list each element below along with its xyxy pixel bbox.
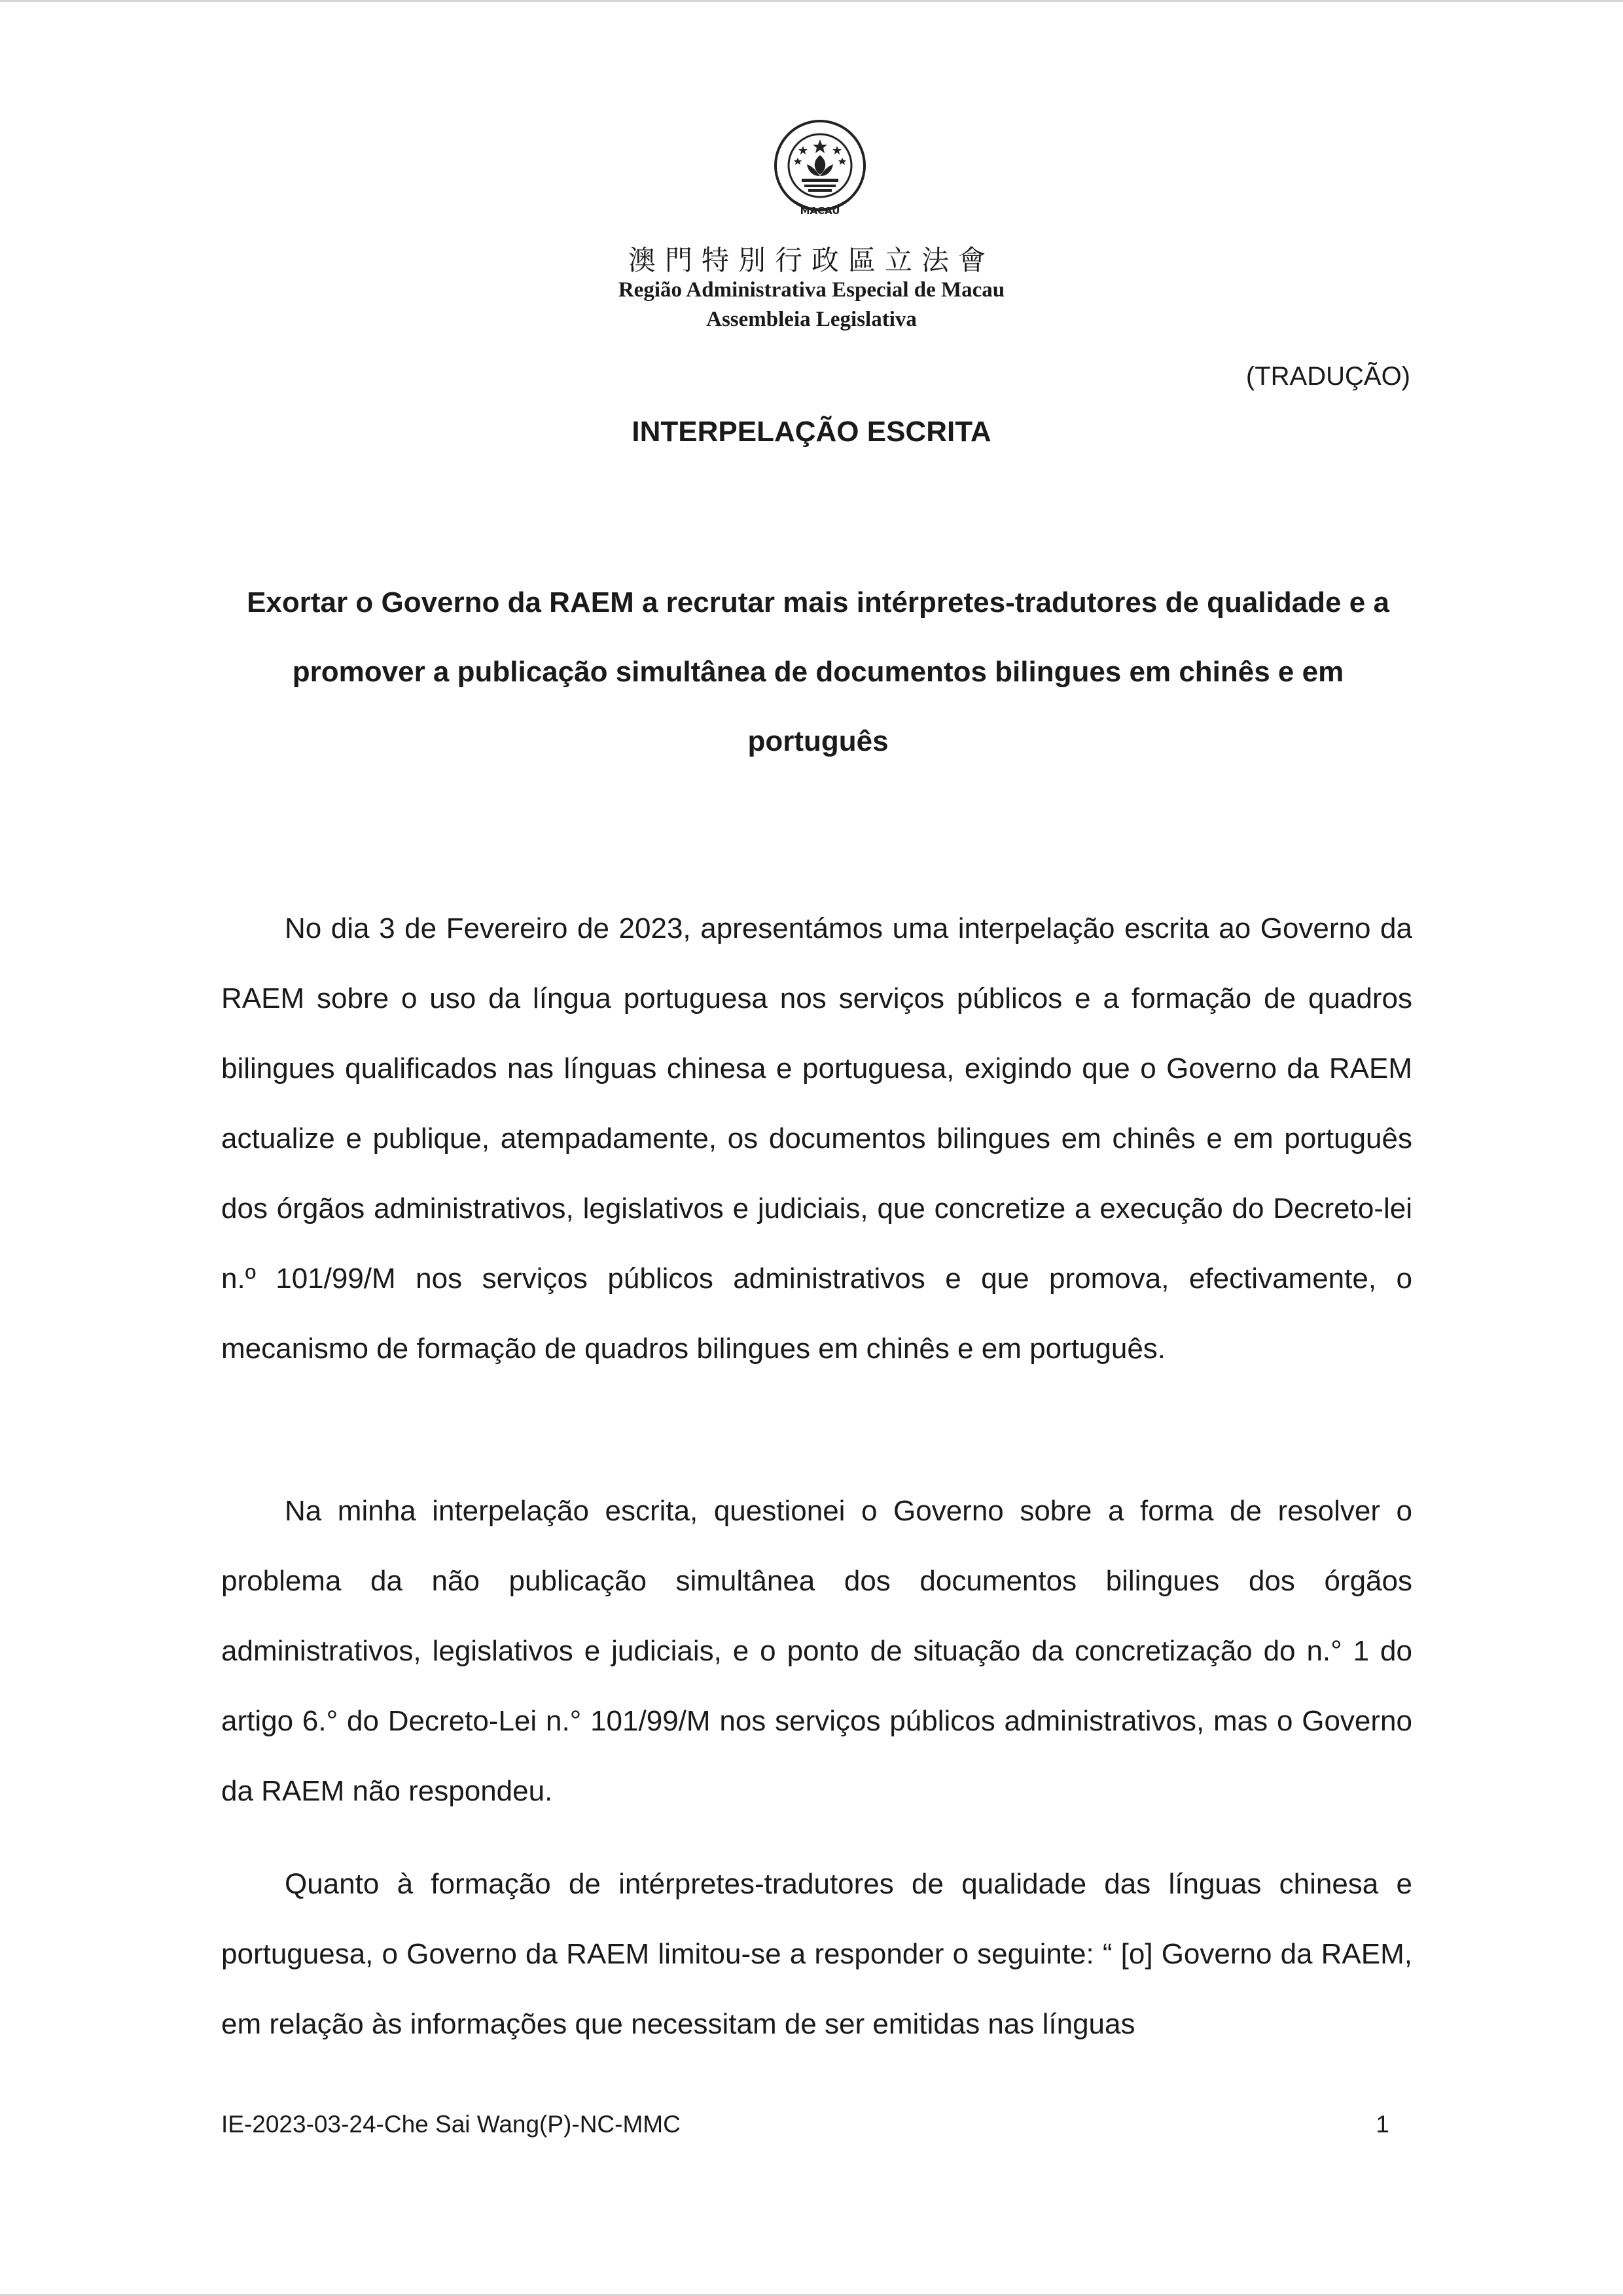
page-number: 1 (1376, 2111, 1389, 2138)
emblem-label: MACAU (800, 205, 840, 217)
body-paragraph-1: No dia 3 de Fevereiro de 2023, apresentámos uma interpelação escrita ao Governo da RAEM sobre o uso da língua portuguesa nos serviços públicos e a formação de quadros bilingues qualificados nas línguas chinesa e portuguesa, exigindo que o Governo da RAEM actualize e publique, atempadamente, os documentos bilingues em chinês e em português dos órgãos administrativos, legislativos e judiciais, que concretize a execução do Decreto-lei n.º 101/99/M nos serviços públicos administrativos e que promova, efectivamente, o mecanismo de formação de quadros bilingues em chinês e em português. (221, 912, 1412, 1365)
assembly-name: Assembleia Legislativa (706, 308, 917, 331)
subject-title: Exortar o Governo da RAEM a recrutar mais intérpretes-tradutores de qualidade e a promover a publicação simultânea de documentos bilingues em chinês e em português (247, 586, 1389, 757)
document-title: INTERPELAÇÃO ESCRITA (632, 416, 991, 448)
region-name: Região Administrativa Especial de Macau (618, 278, 1005, 302)
body-paragraph-2: Na minha interpelação escrita, questionei o Governo sobre a forma de resolver o problema da não publicação simultânea dos documentos bilingues dos órgãos administrativos, legislativos e judiciais, e o ponto de situação da concretização do n.° 1 do artigo 6.° do Decreto-Lei n.° 101/99/M nos serviços públicos administrativos, mas o Governo da RAEM não respondeu. (221, 1495, 1412, 1807)
scan-top-edge (0, 0, 1623, 2)
body-paragraph-3: Quanto à formação de intérpretes-tradutores de qualidade das línguas chinesa e portuguesa, o Governo da RAEM limitou-se a responder o seguinte: “ [o] Governo da RAEM, em relação às informações que necessitam de ser emitidas nas línguas (221, 1868, 1412, 2040)
document-reference-code: IE-2023-03-24-Che Sai Wang(P)-NC-MMC (221, 2111, 681, 2138)
chinese-institution-name: 澳門特別行政區立法會 (628, 246, 995, 276)
macau-emblem-icon (761, 115, 879, 226)
translation-tag: (TRADUÇÃO) (1245, 362, 1410, 391)
